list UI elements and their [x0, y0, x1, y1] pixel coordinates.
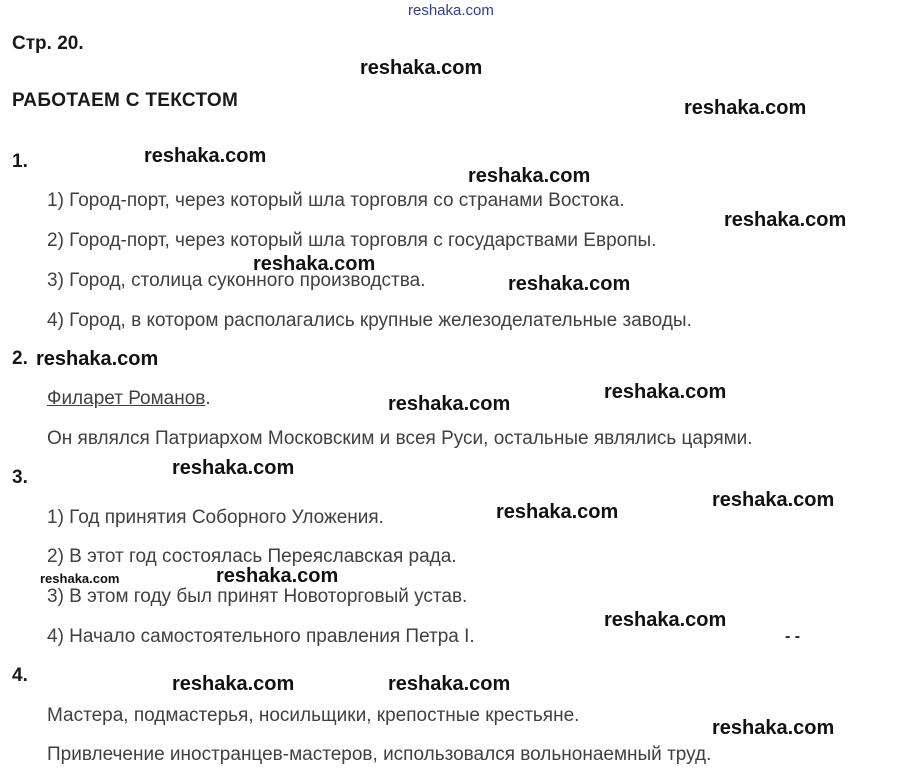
watermark: reshaka.com [496, 501, 619, 523]
q4-line-2: Привлечение иностранцев-мастеров, использовался вольнонаемный труд. [47, 744, 712, 765]
q1-line-4: 4) Город, в котором располагались крупные железоделательные заводы. [47, 310, 692, 331]
q2-answer-name: Филарет Романов [47, 388, 206, 409]
question-number-4: 4. [12, 665, 28, 686]
watermark: reshaka.com [604, 381, 727, 403]
q3-line-2: 2) В этот год состоялась Переяславская рада. [47, 546, 457, 567]
watermark: reshaka.com [408, 2, 494, 19]
watermark: reshaka.com [172, 673, 295, 695]
watermark: reshaka.com [604, 609, 727, 631]
q3-line-4: 4) Начало самостоятельного правления Петра I. [47, 626, 475, 647]
section-heading: РАБОТАЕМ С ТЕКСТОМ [12, 90, 239, 111]
page-number: Стр. 20. [12, 33, 84, 54]
stray-marks: - - [785, 628, 801, 645]
q2-line-1: Он являлся Патриархом Московским и всея Руси, остальные являлись царями. [47, 428, 753, 449]
question-number-3: 3. [12, 467, 28, 488]
q2-answer-period: . [205, 388, 211, 409]
q3-line-1: 1) Год принятия Соборного Уложения. [47, 507, 384, 528]
q1-line-2: 2) Город-порт, через который шла торговля с государствами Европы. [47, 230, 657, 251]
watermark: reshaka.com [684, 97, 807, 119]
watermark: reshaka.com [508, 273, 631, 295]
q1-line-1: 1) Город-порт, через который шла торговля со странами Востока. [47, 190, 625, 211]
watermark: reshaka.com [712, 717, 835, 739]
watermark: reshaka.com [724, 209, 847, 231]
watermark: reshaka.com [253, 253, 376, 275]
q4-line-1: Мастера, подмастерья, носильщики, крепостные крестьяне. [47, 705, 580, 726]
q1-line-3: 3) Город, столица суконного производства. [47, 270, 426, 291]
watermark: reshaka.com [40, 571, 120, 586]
watermark: reshaka.com [360, 57, 483, 79]
watermark: reshaka.com [388, 673, 511, 695]
q3-line-3: 3) В этом году был принят Новоторговый устав. [47, 586, 468, 607]
watermark: reshaka.com [172, 457, 295, 479]
watermark: reshaka.com [712, 489, 835, 511]
watermark: reshaka.com [216, 565, 339, 587]
watermark: reshaka.com [36, 348, 159, 370]
q2-answer [47, 388, 211, 410]
watermark: reshaka.com [468, 165, 591, 187]
watermark: reshaka.com [388, 393, 511, 415]
question-number-2: 2. [12, 348, 28, 369]
watermark: reshaka.com [144, 145, 267, 167]
question-number-1: 1. [12, 151, 28, 172]
